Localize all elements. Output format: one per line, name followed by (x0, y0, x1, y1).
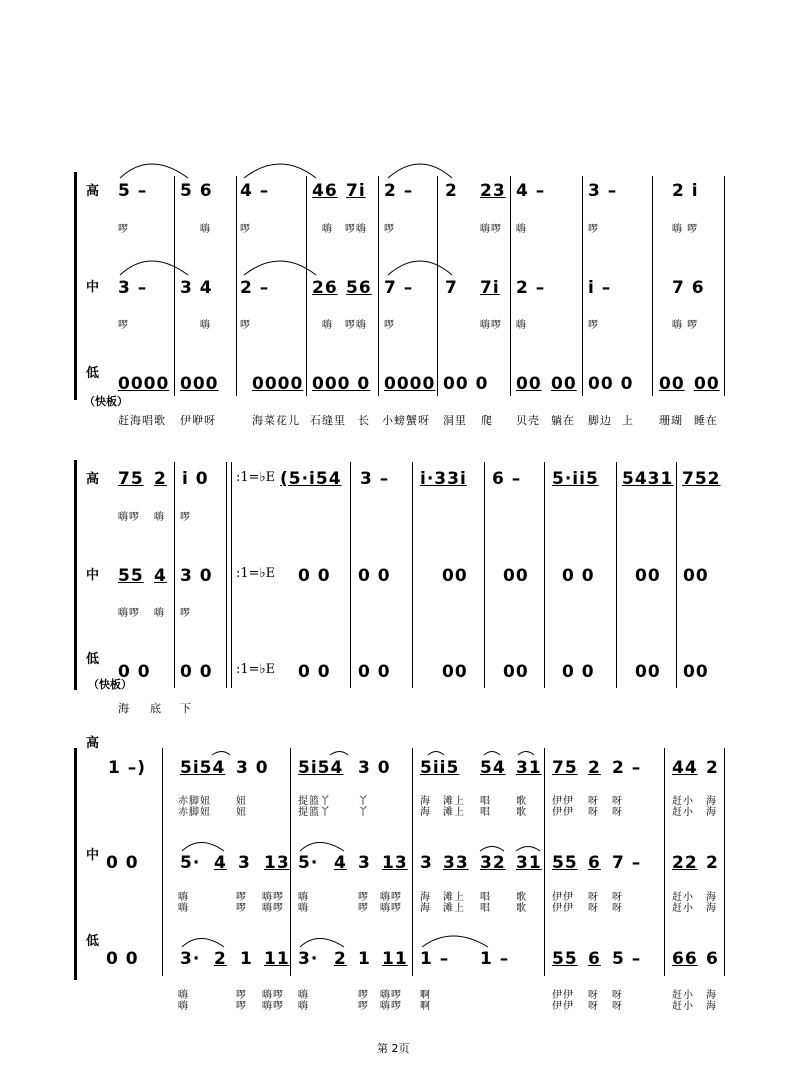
lyric: 歌 (516, 903, 527, 914)
lyric: 赤脚妞 (178, 807, 211, 818)
note: 6 (588, 949, 601, 969)
lyric-line: 石缝里 (310, 414, 346, 427)
barline (378, 176, 379, 396)
lyric: 滩上 (443, 796, 465, 807)
lyric: 啰 (588, 320, 599, 331)
note: 2 (706, 758, 719, 778)
note: 3 – (588, 181, 618, 201)
note: 00 (683, 566, 709, 586)
lyric: 嗨 (154, 512, 165, 523)
lyric: 啰 (384, 320, 395, 331)
note: 66 (672, 949, 698, 969)
lyric: 滩上 (443, 903, 465, 914)
barline (306, 176, 307, 396)
note: 00 (551, 374, 577, 394)
lyric: 海 (420, 807, 431, 818)
note: 0000 (252, 374, 304, 394)
lyric: 唱 (480, 796, 491, 807)
note: 2 – (612, 758, 642, 778)
slur (516, 847, 540, 852)
barline (174, 176, 175, 396)
lyric-line: 珊瑚 (659, 414, 683, 427)
lyric: 呀 (588, 892, 599, 903)
note: 5ii5 (420, 758, 460, 778)
note: 4 – (516, 181, 546, 201)
tempo-mark: （快板） (84, 395, 128, 408)
note: 2 – (384, 181, 414, 201)
note: 54 (480, 758, 506, 778)
lyric: 嗨啰 (380, 892, 402, 903)
note: i·33i (420, 469, 467, 489)
lyric: 啰 (358, 903, 369, 914)
lyric: 海 (420, 796, 431, 807)
barline (290, 748, 291, 976)
note: 2 (214, 949, 227, 969)
lyric-line: 睡在 (694, 414, 718, 427)
lyric: 嗨 (200, 224, 211, 235)
slur (480, 847, 504, 852)
note: 2 (445, 181, 458, 201)
note: 00 (659, 374, 685, 394)
note: 13 (382, 853, 408, 873)
note: 0 0 (358, 662, 391, 682)
note: 5 – (612, 949, 642, 969)
note: 7 6 (672, 278, 705, 298)
note: 00 (503, 566, 529, 586)
lyric: 赤脚妞 (178, 796, 211, 807)
note: 3 (358, 853, 371, 873)
lyric-line: 躺在 (551, 414, 575, 427)
lyric: 滩上 (443, 892, 465, 903)
lyric: 唱 (480, 903, 491, 914)
note: 00 (442, 566, 468, 586)
lyric: 伊伊 (552, 903, 574, 914)
lyric: 呀 (612, 796, 623, 807)
slur (518, 752, 534, 756)
barline (664, 748, 665, 976)
lyric: 嗨啰 (380, 1001, 402, 1012)
slur (212, 752, 230, 756)
note: 3 4 (180, 278, 213, 298)
lyric: 歌 (516, 807, 527, 818)
barline (412, 462, 413, 688)
slur (388, 164, 452, 178)
lyric: 丫 (358, 796, 369, 807)
lyric: 啰 (240, 224, 251, 235)
note: 0 0 (298, 566, 331, 586)
lyric: 呀 (612, 807, 623, 818)
lyric: 呀 (588, 903, 599, 914)
lyric: 啰 (384, 224, 395, 235)
lyric-line: 爬 (481, 414, 493, 427)
note: 3 – (118, 278, 148, 298)
lyric: 嗨 (298, 892, 309, 903)
voice-label-high: 高 (86, 472, 100, 487)
barline (544, 462, 545, 688)
lyric: 啰 (118, 224, 129, 235)
note: 0000 (118, 374, 170, 394)
note: 0 0 (180, 662, 213, 682)
lyric: 呀 (612, 1001, 623, 1012)
lyric-line: 赶海唱歌 (118, 414, 166, 427)
barline (652, 176, 653, 396)
lyric: 呀 (612, 903, 623, 914)
lyric: 嗨 (178, 903, 189, 914)
note: 00 (442, 662, 468, 682)
system-bracket (74, 748, 77, 980)
barline (724, 748, 725, 976)
note: 6 (588, 853, 601, 873)
lyric: 嗨 (178, 1001, 189, 1012)
lyric-line: 下 (180, 702, 192, 715)
key-signature: :1=♭E (236, 662, 276, 677)
note: 2 (588, 758, 601, 778)
note: 31 (516, 758, 542, 778)
note: 26 (312, 278, 338, 298)
lyric: 赶小 (672, 903, 694, 914)
note: 00 (683, 662, 709, 682)
note: 2 i (672, 181, 699, 201)
lyric: 嗨 (298, 903, 309, 914)
slur (484, 752, 500, 756)
lyric-line: 伊咿呀 (180, 414, 216, 427)
note: 0 0 (106, 853, 139, 873)
slur (300, 843, 344, 852)
slur (120, 164, 188, 178)
lyric: 啰 (588, 224, 599, 235)
note: 3· (298, 949, 319, 969)
note: 4 – (240, 181, 270, 201)
note: 22 (672, 853, 698, 873)
note: 00 0 (588, 374, 634, 394)
lyric: 海 (706, 892, 717, 903)
slur (428, 752, 444, 756)
lyric: 嗨啰 (118, 608, 140, 619)
lyric: 嗨 (516, 320, 527, 331)
note: 3 (238, 853, 251, 873)
lyric: 啰 (236, 903, 247, 914)
note: 2 (334, 949, 347, 969)
lyric: 赶小 (672, 990, 694, 1001)
barline (616, 462, 617, 688)
note: 00 (694, 374, 720, 394)
note: 1 – (420, 949, 450, 969)
note: 56 (346, 278, 372, 298)
note: 11 (264, 949, 290, 969)
note: 7i (480, 278, 500, 298)
lyric: 啰嗨 (345, 320, 367, 331)
lyric: 嗨啰 (118, 512, 140, 523)
barline (231, 462, 232, 688)
barline (236, 176, 237, 396)
lyric: 啰 (180, 608, 191, 619)
note: 0000 (384, 374, 436, 394)
lyric: 滩上 (443, 807, 465, 818)
note: 4 (334, 853, 347, 873)
note: 00 (635, 566, 661, 586)
lyric: 嗨 (154, 608, 165, 619)
lyric: 海 (420, 903, 431, 914)
note: 5i54 (298, 758, 344, 778)
lyric: 啰 (358, 892, 369, 903)
page-footer: 第 2页 (377, 1042, 410, 1055)
note: 13 (264, 853, 290, 873)
note: 1 –) (108, 758, 147, 778)
lyric: 啰 (236, 1001, 247, 1012)
barline (350, 462, 351, 688)
note: 5 – (118, 181, 148, 201)
lyric-line: 海 (118, 702, 130, 715)
note: 7 – (384, 278, 414, 298)
note: 46 (312, 181, 338, 201)
note: 1 (240, 949, 253, 969)
note: 0 0 (298, 662, 331, 682)
lyric: 啊 (420, 990, 431, 1001)
note: 000 (180, 374, 219, 394)
voice-label-mid: 中 (86, 568, 100, 583)
note: 55 (552, 949, 578, 969)
lyric: 嗨啰 (480, 320, 502, 331)
lyric: 啰 (236, 990, 247, 1001)
note: 2 (706, 853, 719, 873)
voice-label-low: 低 (86, 652, 100, 667)
key-signature: :1=♭E (236, 566, 276, 581)
lyric: 嗨 (298, 1001, 309, 1012)
voice-label-mid: 中 (86, 280, 100, 295)
system-bracket (74, 460, 77, 690)
note: 00 0 (443, 374, 489, 394)
lyric-line: 底 (150, 702, 162, 715)
lyric: 嗨啰 (380, 903, 402, 914)
note: 7 (445, 278, 458, 298)
lyric: 海 (420, 892, 431, 903)
note: 1 (358, 949, 371, 969)
note: 3 0 (180, 566, 213, 586)
note: 1 – (480, 949, 510, 969)
lyric: 海 (706, 1001, 717, 1012)
lyric: 海 (706, 807, 717, 818)
lyric: 嗨 (178, 990, 189, 1001)
lyric: 啰 (118, 320, 129, 331)
lyric-line: 小螃蟹呀 (382, 414, 430, 427)
lyric: 呀 (588, 990, 599, 1001)
note: 44 (672, 758, 698, 778)
barline (510, 176, 511, 396)
note: 000 0 (312, 374, 371, 394)
lyric: 妞 (236, 796, 247, 807)
lyric: 嗨 啰 (672, 320, 699, 331)
note: 75 (552, 758, 578, 778)
barline (724, 176, 725, 396)
lyric: 海 (706, 903, 717, 914)
lyric: 赶小 (672, 892, 694, 903)
lyric: 嗨啰 (262, 892, 284, 903)
note: 5· (180, 853, 201, 873)
barline (582, 176, 583, 396)
note: 6 – (492, 469, 522, 489)
lyric: 嗨 (516, 224, 527, 235)
voice-label-mid: 中 (86, 848, 100, 863)
lyric: 伊伊 (552, 807, 574, 818)
note: 00 (635, 662, 661, 682)
note: 5431 (622, 469, 674, 489)
note: 5· (298, 853, 319, 873)
lyric: 呀 (588, 1001, 599, 1012)
note: 11 (382, 949, 408, 969)
lyric: 提篮丫 (298, 796, 331, 807)
lyric: 嗨 啰 (672, 224, 699, 235)
lyric: 啰 (236, 892, 247, 903)
note: 752 (682, 469, 721, 489)
note: 5 6 (180, 181, 213, 201)
note: 4 (154, 566, 167, 586)
barline (174, 462, 175, 688)
lyric: 嗨 (178, 892, 189, 903)
lyric: 啰 (358, 1001, 369, 1012)
note: 4 (214, 853, 227, 873)
note: i – (588, 278, 612, 298)
lyric: 海 (706, 796, 717, 807)
note: 0 0 (562, 566, 595, 586)
lyric: 啰嗨 (345, 224, 367, 235)
note: 3 0 (236, 758, 269, 778)
note: 7i (346, 181, 366, 201)
lyric: 伊伊 (552, 990, 574, 1001)
note: 55 (118, 566, 144, 586)
note: 3 (420, 853, 433, 873)
lyric: 赶小 (672, 807, 694, 818)
barline (484, 462, 485, 688)
lyric: 啰 (240, 320, 251, 331)
slur (182, 843, 224, 852)
note: 0 0 (106, 949, 139, 969)
lyric: 海 (706, 990, 717, 1001)
lyric: 呀 (612, 892, 623, 903)
lyric: 伊伊 (552, 1001, 574, 1012)
note: 0 0 (358, 566, 391, 586)
lyric: 伊伊 (552, 892, 574, 903)
slur (330, 752, 348, 756)
lyric: 啰 (180, 512, 191, 523)
barline (226, 462, 227, 688)
note: 0 0 (118, 662, 151, 682)
note: 31 (516, 853, 542, 873)
lyric: 歌 (516, 796, 527, 807)
lyric: 提篮丫 (298, 807, 331, 818)
voice-label-low: 低 (86, 366, 100, 381)
lyric: 唱 (480, 807, 491, 818)
lyric: 啊 (420, 1001, 431, 1012)
system-bracket (74, 172, 77, 400)
slur (120, 261, 188, 275)
lyric: 嗨啰 (262, 1001, 284, 1012)
barline (544, 748, 545, 976)
note: 3 – (360, 469, 390, 489)
lyric: 嗨啰 (480, 224, 502, 235)
lyric: 嗨 (322, 320, 333, 331)
note: i 0 (182, 469, 209, 489)
lyric-line: 洞里 (443, 414, 467, 427)
lyric: 啰 (358, 990, 369, 1001)
note: 55 (552, 853, 578, 873)
lyric-line: 上 (622, 414, 634, 427)
lyric: 嗨 (322, 224, 333, 235)
note: 00 (516, 374, 542, 394)
note: 5i54 (180, 758, 226, 778)
note: 6 (706, 949, 719, 969)
note: 0 0 (562, 662, 595, 682)
lyric: 丫 (358, 807, 369, 818)
note: 2 – (240, 278, 270, 298)
lyric: 嗨啰 (262, 990, 284, 1001)
barline (437, 176, 438, 396)
lyric: 嗨 (298, 990, 309, 1001)
slur (300, 939, 344, 948)
voice-label-low: 低 (86, 934, 100, 949)
note: 3· (180, 949, 201, 969)
lyric: 妞 (236, 807, 247, 818)
slur (422, 936, 488, 947)
lyric: 赶小 (672, 1001, 694, 1012)
lyric: 歌 (516, 892, 527, 903)
lyric: 唱 (480, 892, 491, 903)
note: 33 (443, 853, 469, 873)
lyric: 呀 (588, 807, 599, 818)
lyric: 嗨啰 (380, 990, 402, 1001)
lyric: 嗨 (200, 320, 211, 331)
lyric-line: 贝壳 (516, 414, 540, 427)
voice-label-high: 高 (86, 184, 100, 199)
lyric-line: 海菜花儿 (252, 414, 300, 427)
note: 00 (503, 662, 529, 682)
barline (412, 748, 413, 976)
slur (388, 261, 452, 275)
lyric-line: 长 (358, 414, 370, 427)
lyric: 伊伊 (552, 796, 574, 807)
note: 75 (118, 469, 144, 489)
note: 3 0 (358, 758, 391, 778)
note: (5·i54 (280, 469, 342, 489)
note: 2 (154, 469, 167, 489)
voice-label-high: 高 (86, 736, 100, 751)
key-signature: :1=♭E (236, 470, 276, 485)
note: 2 – (516, 278, 546, 298)
lyric-line: 脚边 (588, 414, 612, 427)
lyric: 呀 (588, 796, 599, 807)
lyric: 呀 (612, 990, 623, 1001)
note: 5·ii5 (552, 469, 599, 489)
lyric: 嗨啰 (262, 903, 284, 914)
barline (676, 462, 677, 688)
barline (162, 748, 163, 976)
lyric: 赶小 (672, 796, 694, 807)
note: 7 – (612, 853, 642, 873)
note: 32 (480, 853, 506, 873)
note: 23 (480, 181, 506, 201)
tempo-mark: （快板） (88, 678, 132, 691)
slur (182, 939, 224, 948)
